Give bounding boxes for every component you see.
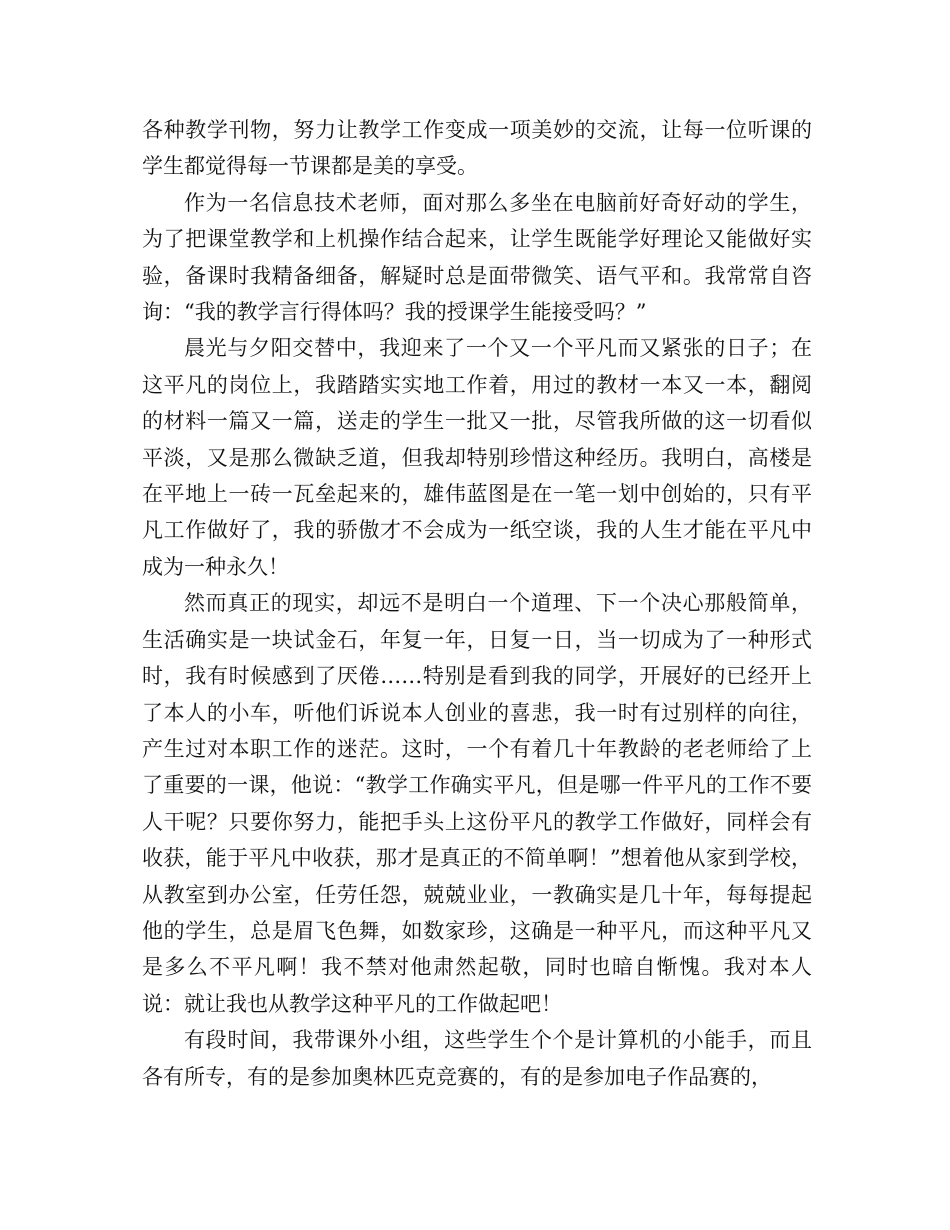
paragraph-2: 作为一名信息技术老师，面对那么多坐在电脑前好奇好动的学生，为了把课堂教学和上机操作结合起来，让学生既能学好理论又能做好实验，备课时我精备细备，解疑时总是面带微笑、语气平和。我常常自咨询：“我的教学言行得体吗？我的授课学生能接受吗？” [142, 190, 812, 325]
paragraph-4: 然而真正的现实，却远不是明白一个道理、下一个决心那般简单，生活确实是一块试金石，年复一年，日复一日，当一切成为了一种形式时，我有时候感到了厌倦……特别是看到我的同学，开展好的已经开上了本人的小车，听他们诉说本人创业的喜悲，我一时有过别样的向往，产生过对本职工作的迷茫。这时，一个有着几十年教龄的老老师给了上了重要的一课，他说：“教学工作确实平凡，但是哪一件平凡的工作不要人干呢？只要你努力，能把手头上这份平凡的教学工作做好，同样会有收获，能于平凡中收获，那才是真正的不简单啊！”想着他从家到学校，从教室到办公室，任劳任怨，兢兢业业，一教确实是几十年，每每提起他的学生，总是眉飞色舞，如数家珍，这确是一种平凡，而这种平凡又是多么不平凡啊！我不禁对他肃然起敬，同时也暗自惭愧。我对本人说：就让我也从教学这种平凡的工作做起吧！ [142, 591, 812, 1016]
paragraph-1: 各种教学刊物，努力让教学工作变成一项美妙的交流，让每一位听课的学生都觉得每一节课都是美的享受。 [142, 118, 812, 179]
paragraph-3: 晨光与夕阳交替中，我迎来了一个又一个平凡而又紧张的日子；在这平凡的岗位上，我踏踏实实地工作着，用过的教材一本又一本，翻阅的材料一篇又一篇，送走的学生一批又一批，尽管我所做的这一切看似平淡，又是那么微缺乏道，但我却特别珍惜这种经历。我明白，高楼是在平地上一砖一瓦垒起来的，雄伟蓝图是在一笔一划中创始的，只有平凡工作做好了，我的骄傲才不会成为一纸空谈，我的人生才能在平凡中成为一种永久！ [142, 336, 812, 579]
document-body [142, 112, 812, 1095]
paragraph-5: 有段时间，我带课外小组，这些学生个个是计算机的小能手，而且各有所专，有的是参加奥林匹克竞赛的，有的是参加电子作品赛的， [142, 1028, 812, 1089]
